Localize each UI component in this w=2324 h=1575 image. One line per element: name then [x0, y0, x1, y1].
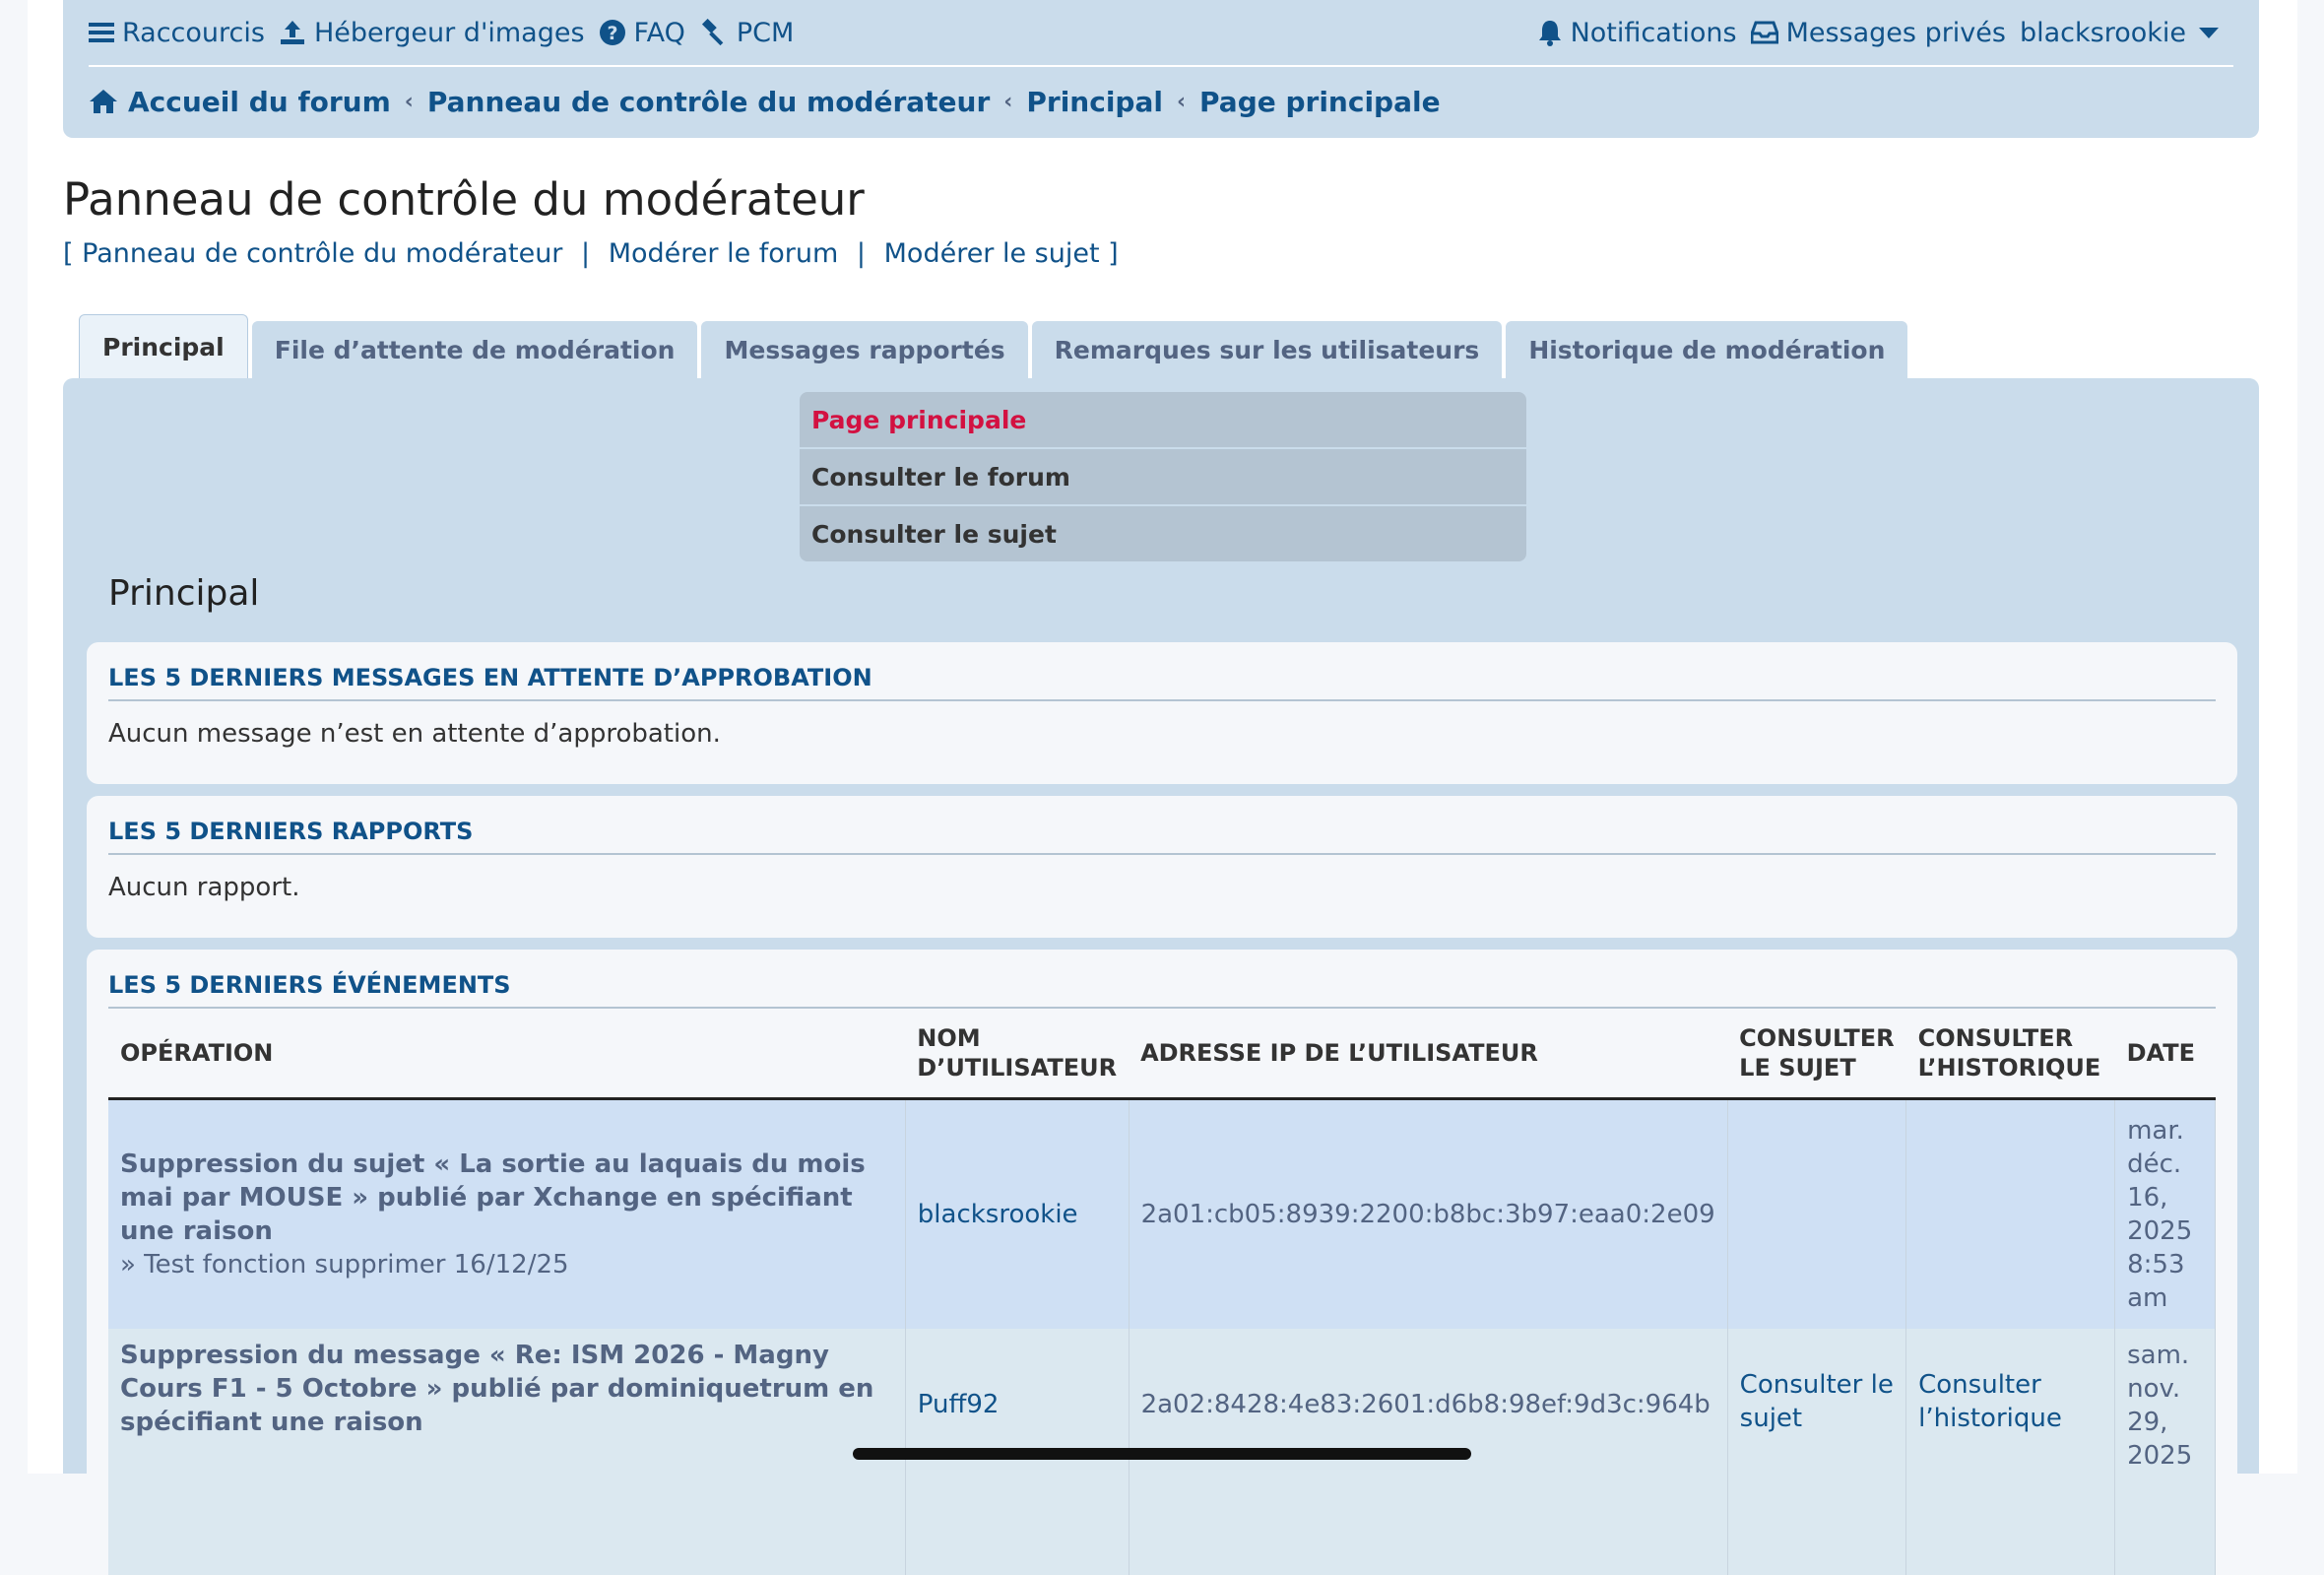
- image-host-label: Hébergeur d'images: [313, 17, 585, 48]
- username-link[interactable]: blacksrookie: [905, 1099, 1129, 1330]
- tab-main[interactable]: Principal: [79, 314, 248, 378]
- main-panel: [63, 378, 2259, 1474]
- view-log-cell: [1906, 1099, 2115, 1330]
- header-navbar: [63, 0, 2259, 138]
- nav-top-bar: [89, 0, 2233, 67]
- tab-reports[interactable]: Messages rapportés: [701, 321, 1027, 378]
- col-date: DATE: [2115, 1009, 2216, 1099]
- date-cell: sam. nov. 29, 2025: [2115, 1329, 2216, 1575]
- separator: |: [581, 238, 591, 269]
- operation-cell: [108, 1329, 905, 1575]
- tab-notes[interactable]: Remarques sur les utilisateurs: [1032, 321, 1503, 378]
- section-title: Principal: [108, 573, 260, 614]
- reports-message: Aucun rapport.: [108, 873, 300, 902]
- breadcrumb-main[interactable]: Principal: [1026, 85, 1163, 118]
- username-label: blacksrookie: [2019, 17, 2186, 48]
- page-title: Panneau de contrôle du modérateur: [63, 173, 865, 226]
- sublink-moderate-forum[interactable]: Modérer le forum: [608, 238, 839, 269]
- col-operation: OPÉRATION: [108, 1009, 905, 1099]
- user-menu[interactable]: [2020, 18, 2220, 48]
- question-circle-icon: [599, 19, 626, 46]
- image-host-link[interactable]: [279, 18, 585, 48]
- shortcuts-link[interactable]: [89, 18, 265, 48]
- col-username: NOM D’UTILISATEUR: [905, 1009, 1129, 1099]
- submenu: [800, 392, 1526, 561]
- approval-heading: LES 5 DERNIERS MESSAGES EN ATTENTE D’APPROBATION: [108, 664, 2216, 701]
- mcp-tabs: [79, 315, 1911, 378]
- operation-text: Suppression du message « Re: ISM 2026 - Magny Cours F1 - 5 Octobre » publié par dominiquetrum en spécifiant une raison: [120, 1341, 874, 1437]
- ip-cell: 2a01:cb05:8939:2200:b8bc:3b97:eaa0:2e09: [1129, 1099, 1727, 1330]
- faq-label: FAQ: [633, 17, 685, 48]
- private-messages-label: Messages privés: [1785, 17, 2006, 48]
- events-box: [87, 950, 2237, 1501]
- home-icon: [89, 89, 118, 114]
- mcp-label: PCM: [736, 17, 795, 48]
- breadcrumb-page[interactable]: Page principale: [1199, 85, 1441, 118]
- approval-message: Aucun message n’est en attente d’approbation.: [108, 719, 721, 749]
- col-view-log: CONSULTER L’HISTORIQUE: [1906, 1009, 2115, 1099]
- breadcrumb: [89, 81, 1441, 122]
- col-view-topic: CONSULTER LE SUJET: [1727, 1009, 1905, 1099]
- mcp-link[interactable]: [699, 18, 794, 48]
- notifications-label: Notifications: [1570, 17, 1737, 48]
- operation-text: Suppression du sujet « La sortie au laquais du mois mai par MOUSE » publié par Xchange en spécifiant une raison: [120, 1149, 866, 1246]
- reports-heading: LES 5 DERNIERS RAPPORTS: [108, 818, 2216, 855]
- tab-logs[interactable]: Historique de modération: [1506, 321, 1907, 378]
- sublink-mcp[interactable]: Panneau de contrôle du modérateur: [82, 238, 563, 269]
- view-topic-link[interactable]: Consulter le sujet: [1727, 1329, 1905, 1575]
- chevron-left-icon: ‹: [1003, 89, 1013, 114]
- operation-cell: [108, 1099, 905, 1330]
- private-messages-link[interactable]: [1751, 18, 2006, 48]
- home-indicator[interactable]: [853, 1448, 1471, 1460]
- upload-icon: [279, 19, 306, 46]
- mcp-sublinks: [63, 238, 1119, 269]
- breadcrumb-home[interactable]: Accueil du forum: [128, 85, 391, 118]
- username-link[interactable]: Puff92: [905, 1329, 1129, 1575]
- bell-icon: [1537, 19, 1563, 46]
- svg-text:?: ?: [607, 23, 618, 44]
- gavel-icon: [699, 19, 729, 46]
- caret-down-icon: [2198, 26, 2220, 39]
- bracket-open: [: [63, 238, 74, 269]
- faq-link[interactable]: [599, 18, 685, 48]
- col-ip: ADRESSE IP DE L’UTILISATEUR: [1129, 1009, 1727, 1099]
- submenu-view-topic[interactable]: Consulter le sujet: [811, 519, 1057, 549]
- reports-box: [87, 796, 2237, 938]
- events-table: [108, 1009, 2216, 1575]
- breadcrumb-mcp[interactable]: Panneau de contrôle du modérateur: [426, 85, 991, 118]
- chevron-left-icon: ‹: [1176, 89, 1187, 114]
- submenu-front-page[interactable]: Page principale: [800, 392, 1526, 449]
- inbox-icon: [1751, 21, 1778, 44]
- approval-box: [87, 642, 2237, 784]
- notifications-link[interactable]: [1537, 18, 1737, 48]
- menu-icon: [89, 21, 114, 44]
- tab-queue[interactable]: File d’attente de modération: [252, 321, 698, 378]
- chevron-left-icon: ‹: [404, 89, 414, 114]
- submenu-view-forum[interactable]: Consulter le forum: [800, 449, 1526, 506]
- table-header-row: [108, 1009, 2216, 1099]
- events-heading: LES 5 DERNIERS ÉVÉNEMENTS: [108, 971, 2216, 1009]
- bracket-close: ]: [1108, 238, 1119, 269]
- view-log-link[interactable]: Consulter l’historique: [1906, 1329, 2115, 1575]
- operation-reason: » Test fonction supprimer 16/12/25: [120, 1250, 569, 1280]
- sublink-moderate-topic[interactable]: Modérer le sujet: [883, 238, 1100, 269]
- table-row: [108, 1099, 2216, 1330]
- date-cell: mar. déc. 16, 2025 8:53 am: [2115, 1099, 2216, 1330]
- ip-cell: 2a02:8428:4e83:2601:d6b8:98ef:9d3c:964b: [1129, 1329, 1727, 1575]
- view-topic-cell: [1727, 1099, 1905, 1330]
- separator: |: [856, 238, 867, 269]
- shortcuts-label: Raccourcis: [122, 17, 265, 48]
